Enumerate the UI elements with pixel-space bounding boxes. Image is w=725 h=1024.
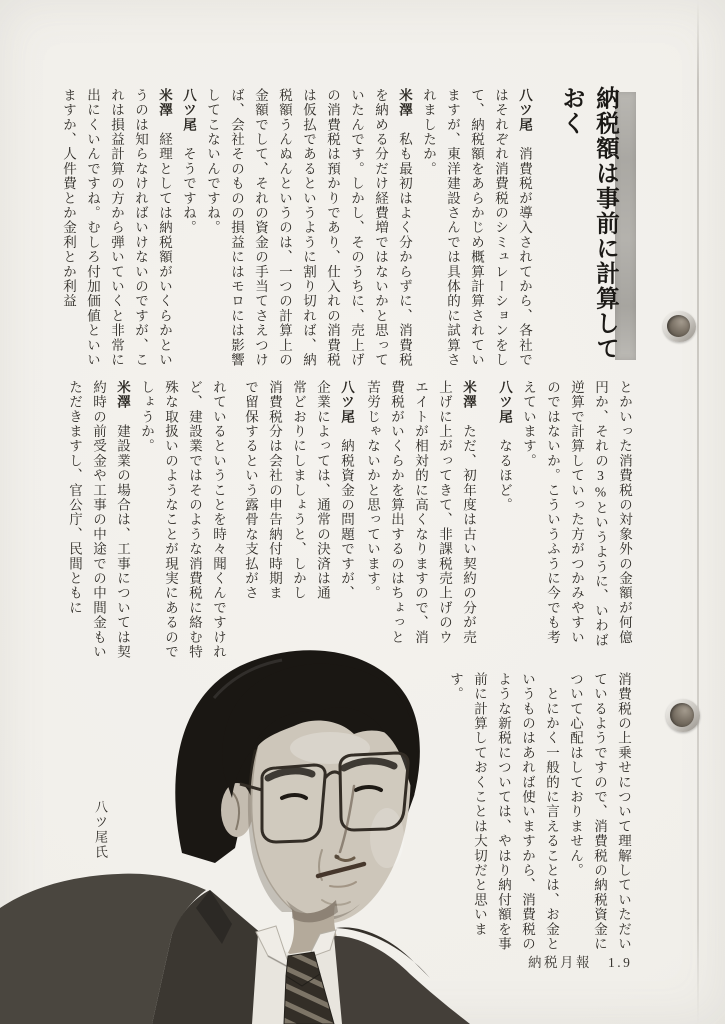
dialogue-section-top — [50, 88, 536, 368]
dialogue-paragraph — [62, 380, 134, 670]
dialogue-text: なるほど。 — [497, 424, 512, 513]
dialogue-paragraph — [176, 88, 200, 368]
dialogue-text: 私も最初はよく分からずに、消費税を納める分だけ経費増ではないかと思っていたんです。しかし、そのうちに、売上げの消費税は預かりであり、仕入れの消費税は仮払であるというように割り切れば、納税額うんぬんというのは、一つの計算上の金額でして、それの資金の手当てさえつけば、会社そのものの損益にはモロには影響してこないんですね。 — [205, 88, 412, 368]
dialogue-text: ただ、初年度は古い契約の分が売上げに上がってきて、非課税売上げのウエイトが相対的に高くなりますので、消費税がいくらかを算出するのはちょっと苦労じゃないかと思っています。 — [365, 380, 476, 645]
dialogue-paragraph — [492, 380, 516, 658]
binder-hole-bottom — [666, 699, 700, 732]
page-fold-line — [697, 0, 699, 1024]
dialogue-paragraph — [238, 380, 358, 612]
dialogue-section-mid-left — [50, 380, 230, 670]
dialogue-paragraph: とかいった消費税の対象外の金額が何億円か、それの3%というように、いわば逆算で計算していった方がつかみやすいのではないか。こういうふうに今でも考えています。 — [521, 380, 632, 648]
dialogue-text: 建設業の場合は、工事については契約時の前受金や工事の中途での中間金もいただきますし、官公庁、民間ともに — [67, 380, 130, 660]
dialogue-paragraph — [56, 88, 176, 368]
speaker-label: 八ツ尾 — [339, 380, 354, 425]
dialogue-paragraph: れているということを時々聞くんですけれど、建設業ではそのような消費税に絡む特殊な取扱いのようなことが現実にあるのでしょうか。 — [139, 380, 226, 660]
dialogue-text: そうですね。 — [181, 132, 196, 236]
dialogue-text: 経理としては納税額がいくらかというのは知らなければいけないのですが、これは損益計算の方から弾いていくと非常に出にくいんですね。むしろ付加価値といいますか、人件費とか金利とか利益 — [61, 88, 172, 368]
portrait-suit — [0, 874, 470, 1024]
dialogue-paragraph — [200, 88, 416, 368]
dialogue-paragraph: 消費税の上乗せについて理解していただいているようですので、消費税の納税資金について心配はしておりません。 — [568, 672, 631, 952]
speaker-label: 八ツ尾 — [497, 380, 512, 425]
speaker-label: 米澤 — [397, 88, 412, 118]
dialogue-paragraph: とにかく一般的に言えることは、お金というものはあれば使いますから、消費税のような新税については、やはり納付額を事前に計算しておくことは大切だと思います。 — [448, 672, 559, 952]
page-footer: 納税月報 1.9 — [528, 955, 633, 970]
photo-caption: 八ツ尾氏 — [93, 800, 108, 860]
dialogue-section-mid-right — [497, 380, 636, 658]
dialogue-text: 納税資金の問題ですが、企業によっては、通常の決済は通常どおりにしましょうと、しかし消費税分は会社の申告納付時期まで留保するという露骨な支払がさ — [243, 380, 354, 601]
dialogue-paragraph — [360, 380, 480, 658]
speaker-label: 米澤 — [461, 380, 476, 410]
article-headline: 納税額は事前に計算しておく — [558, 86, 618, 361]
speaker-label: 八ツ尾 — [517, 88, 532, 133]
dialogue-section-mid-left-upper — [232, 380, 358, 612]
dialogue-paragraph — [416, 88, 536, 368]
dialogue-text: 消費税が導入されてから、各社ではそれぞれ消費税のシミュレーションをして、納税額をあらかじめ概算計算されていますが、東洋建設さんでは具体的に試算されましたか。 — [421, 88, 532, 368]
speaker-label: 八ツ尾 — [181, 88, 196, 133]
speaker-label: 米澤 — [115, 380, 130, 410]
interviewee-portrait-photo — [0, 638, 470, 1024]
speaker-label: 米澤 — [157, 88, 172, 118]
binder-hole-top — [663, 311, 696, 342]
dialogue-section-mid-center — [356, 380, 480, 658]
